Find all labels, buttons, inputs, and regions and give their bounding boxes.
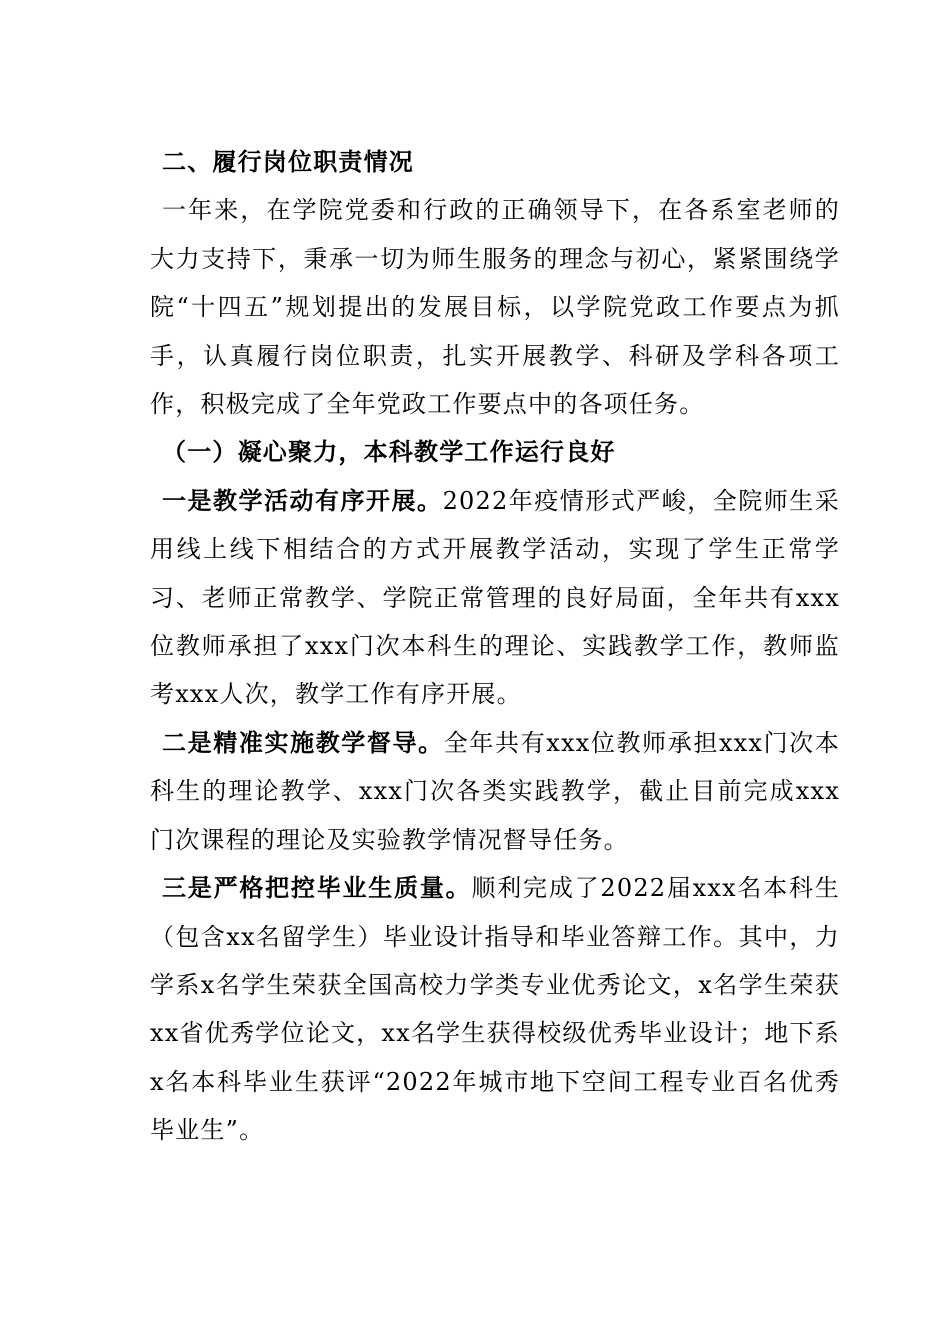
- intro-paragraph: 一年来，在学院党委和行政的正确领导下，在各系室老师的大力支持下，秉承一切为师生服务的理念与初心，紧紧围绕学院“十四五”规划提出的发展目标，以学院党政工作要点为抓手，认真履行岗位职责，扎实开展教学、科研及学科各项工作，积极完成了全年党政工作要点中的各项任务。: [150, 196, 840, 419]
- item-lead-3: 三是严格把控毕业生质量。: [162, 873, 472, 903]
- item-paragraph-2: [150, 719, 840, 864]
- item-body-1: 2022年疫情形式严峻，全院师生采用线上线下相结合的方式开展教学活动，实现了学生正常学习、老师正常教学、学院正常管理的良好局面，全年共有xxx位教师承担了xxx门次本科生的理论、实践教学工作，教师监考xxx人次，教学工作有序开展。: [150, 486, 841, 709]
- item-body-3: 顺利完成了2022届xxx名本科生（包含xx名留学生）毕业设计指导和毕业答辩工作。其中，力学系x名学生荣获全国高校力学类专业优秀论文，x名学生荣获xx省优秀学位论文，xx名学生获得校级优秀毕业设计；地下系x名本科毕业生获评“2022年城市地下空间工程专业百名优秀毕业生”。: [150, 874, 840, 1145]
- item-lead-2: 二是精准实施教学督导。: [162, 727, 444, 757]
- item-body-2: 全年共有xxx位教师承担xxx门次本科生的理论教学、xxx门次各类实践教学，截止目前完成xxx门次课程的理论及实验教学情况督导任务。: [150, 728, 840, 854]
- item-paragraph-3: [150, 864, 840, 1154]
- item-paragraph-1: [150, 477, 840, 719]
- subsection-heading: （一）凝心聚力，本科教学工作运行良好: [162, 437, 616, 467]
- item-lead-1: 一是教学活动有序开展。: [162, 485, 443, 515]
- document-page: [150, 138, 840, 1155]
- section-heading: 二、履行岗位职责情况: [162, 147, 414, 176]
